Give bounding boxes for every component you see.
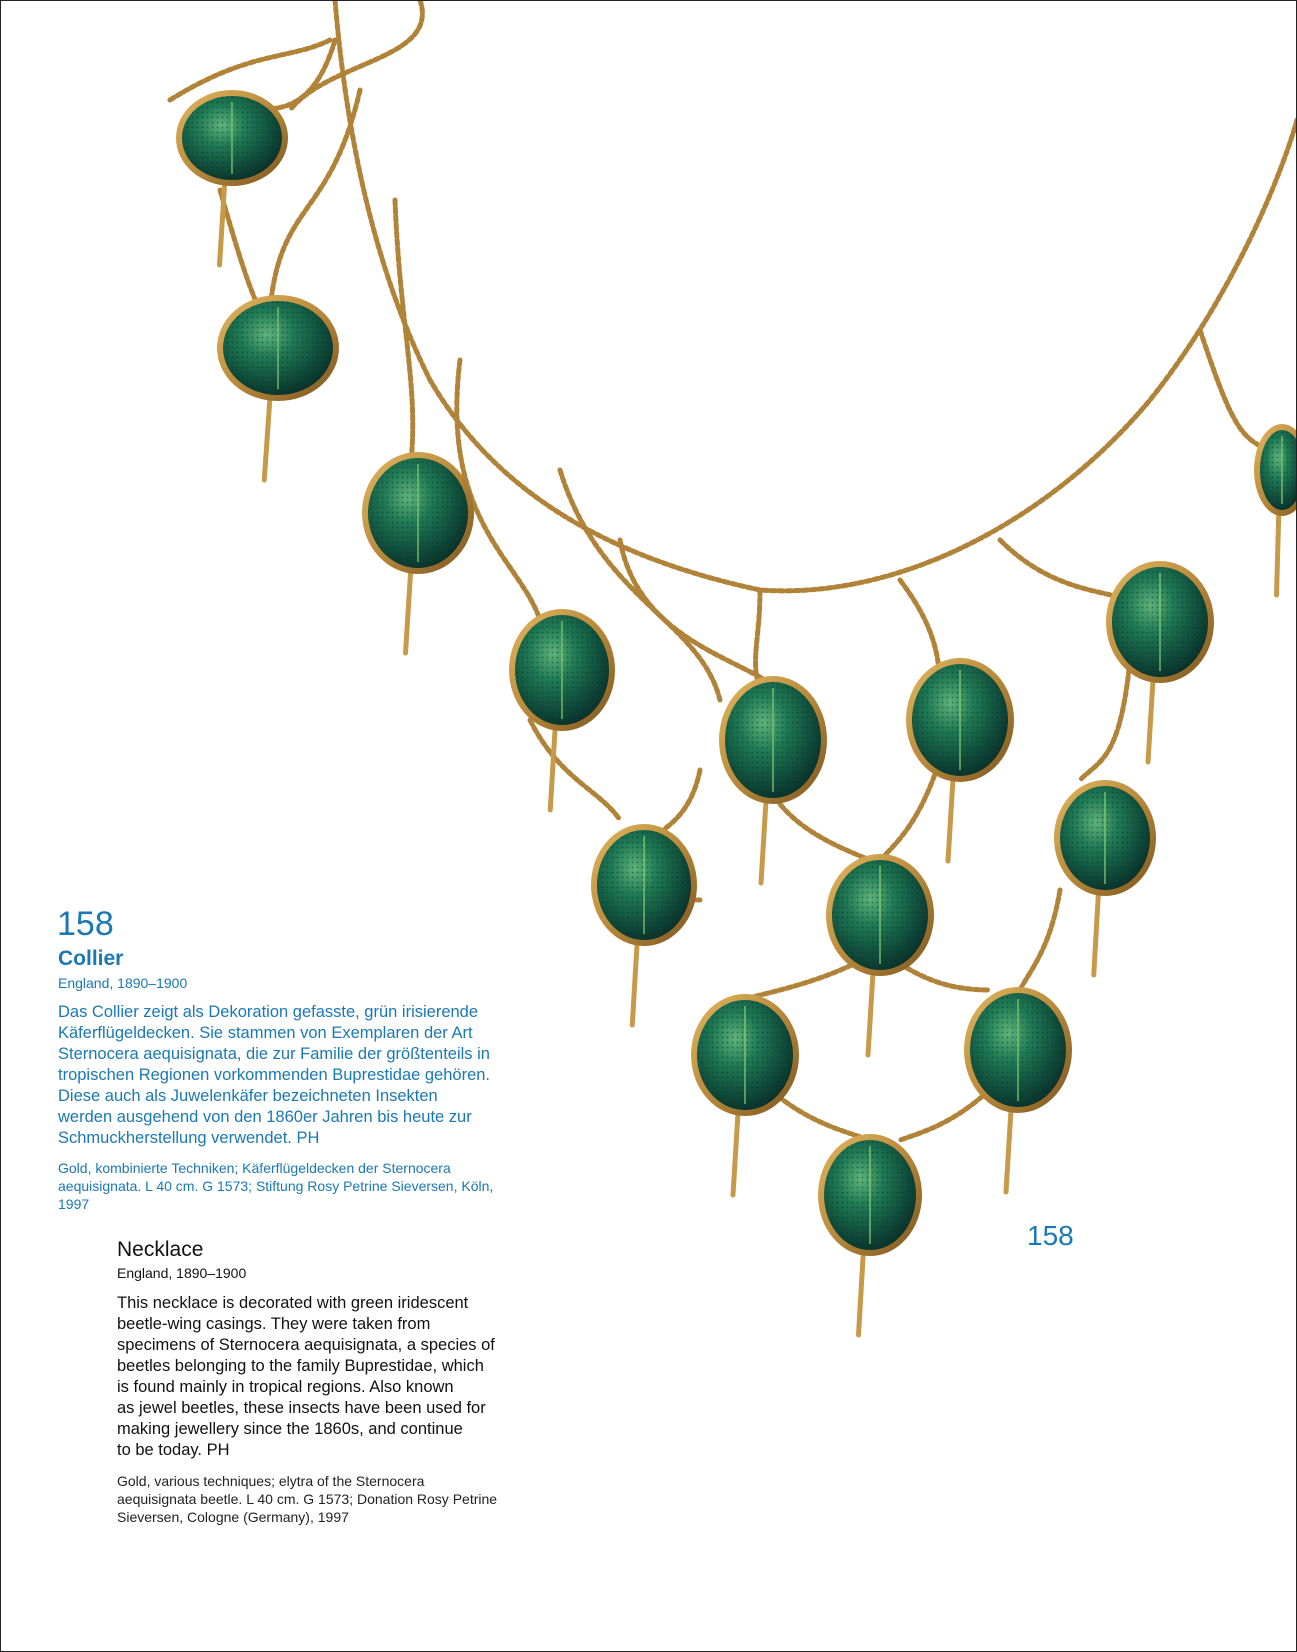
german-date: England, 1890–1900 bbox=[58, 975, 188, 991]
chain-link bbox=[530, 720, 620, 820]
gold-spike bbox=[550, 731, 555, 810]
beetle-pendant bbox=[818, 1134, 922, 1335]
gold-spike bbox=[948, 782, 953, 861]
gold-spike bbox=[1006, 1113, 1011, 1192]
gold-spike bbox=[1148, 683, 1153, 762]
english-object-details bbox=[117, 1472, 557, 1526]
english-details-line: Sieversen, Cologne (Germany), 1997 bbox=[117, 1509, 349, 1525]
english-description-line: is found mainly in tropical regions. Also known bbox=[117, 1378, 454, 1396]
german-description-line: tropischen Regionen vorkommenden Buprestidae gehören. bbox=[58, 1066, 491, 1084]
beetle-pendant bbox=[362, 452, 474, 653]
german-details-line: aequisignata. L 40 cm. G 1573; Stiftung Rosy Petrine Sieversen, Köln, bbox=[58, 1178, 494, 1194]
german-title: Collier bbox=[58, 947, 124, 970]
chain-link bbox=[1000, 540, 1130, 600]
gold-spike bbox=[761, 804, 766, 883]
beetle-pendant bbox=[826, 854, 934, 1055]
gold-spike bbox=[406, 574, 411, 653]
english-title: Necklace bbox=[117, 1238, 204, 1261]
german-description-line: Diese auch als Juwelenkäfer bezeichneten Insekten bbox=[58, 1087, 438, 1105]
german-description-line: Schmuckherstellung verwendet. PH bbox=[58, 1129, 320, 1147]
gold-spike bbox=[1094, 896, 1099, 975]
beetle-pendant bbox=[509, 609, 615, 810]
english-date: England, 1890–1900 bbox=[117, 1265, 247, 1281]
english-description-line: specimens of Sternocera aequisignata, a species of bbox=[117, 1336, 495, 1354]
beetle-pendant bbox=[719, 676, 827, 883]
gold-spike bbox=[859, 1256, 864, 1335]
english-description-line: making jewellery since the 1860s, and continue bbox=[117, 1420, 463, 1438]
chain-link bbox=[335, 0, 1297, 591]
beetle-pendant bbox=[591, 824, 697, 1025]
german-details-line: 1997 bbox=[58, 1196, 90, 1212]
beetle-pendant bbox=[1106, 561, 1214, 762]
beetle-pendant bbox=[217, 295, 339, 480]
chain-link bbox=[1020, 890, 1060, 990]
english-description-line: to be today. PH bbox=[117, 1441, 230, 1459]
beetle-pendant bbox=[1254, 424, 1297, 595]
gold-spike bbox=[632, 946, 637, 1025]
figure-number: 158 bbox=[1027, 1220, 1074, 1251]
german-description-line: Sternocera aequisignata, die zur Familie der größtenteils in bbox=[58, 1045, 490, 1063]
german-object-details bbox=[58, 1159, 558, 1213]
english-description-line: beetles belonging to the family Buprestidae, which bbox=[117, 1357, 484, 1375]
gold-spike bbox=[868, 976, 873, 1055]
german-description bbox=[58, 1002, 558, 1149]
german-details-line: Gold, kombinierte Techniken; Käferflügeldecken der Sternocera bbox=[58, 1160, 451, 1176]
catalogue-number: 158 bbox=[57, 905, 114, 943]
german-description-line: werden ausgehend von den 1860er Jahren bis heute zur bbox=[58, 1108, 472, 1126]
chain-link bbox=[880, 760, 940, 860]
english-details-line: aequisignata beetle. L 40 cm. G 1573; Donation Rosy Petrine bbox=[117, 1491, 498, 1507]
chain-link bbox=[620, 540, 790, 700]
english-description bbox=[117, 1293, 547, 1461]
chain-link bbox=[220, 190, 260, 310]
beetle-pendant bbox=[691, 994, 799, 1195]
german-description-line: Das Collier zeigt als Dekoration gefasste, grün irisierende bbox=[58, 1003, 479, 1021]
english-description-line: beetle-wing casings. They were taken from bbox=[117, 1315, 431, 1333]
beetle-pendant bbox=[906, 658, 1014, 861]
chain-link bbox=[1200, 330, 1270, 450]
beetle-pendant bbox=[1054, 780, 1156, 975]
english-description-line: as jewel beetles, these insects have been used for bbox=[117, 1399, 486, 1417]
gold-spike bbox=[1277, 516, 1279, 595]
gold-spike bbox=[733, 1116, 738, 1195]
beetle-pendant bbox=[964, 987, 1072, 1192]
english-description-line: This necklace is decorated with green iridescent bbox=[117, 1294, 469, 1312]
gold-spike bbox=[264, 401, 270, 480]
german-description-line: Käferflügeldecken. Sie stammen von Exemplaren der Art bbox=[58, 1024, 473, 1042]
chain-link bbox=[1080, 660, 1130, 780]
english-details-line: Gold, various techniques; elytra of the Sternocera bbox=[117, 1473, 425, 1489]
